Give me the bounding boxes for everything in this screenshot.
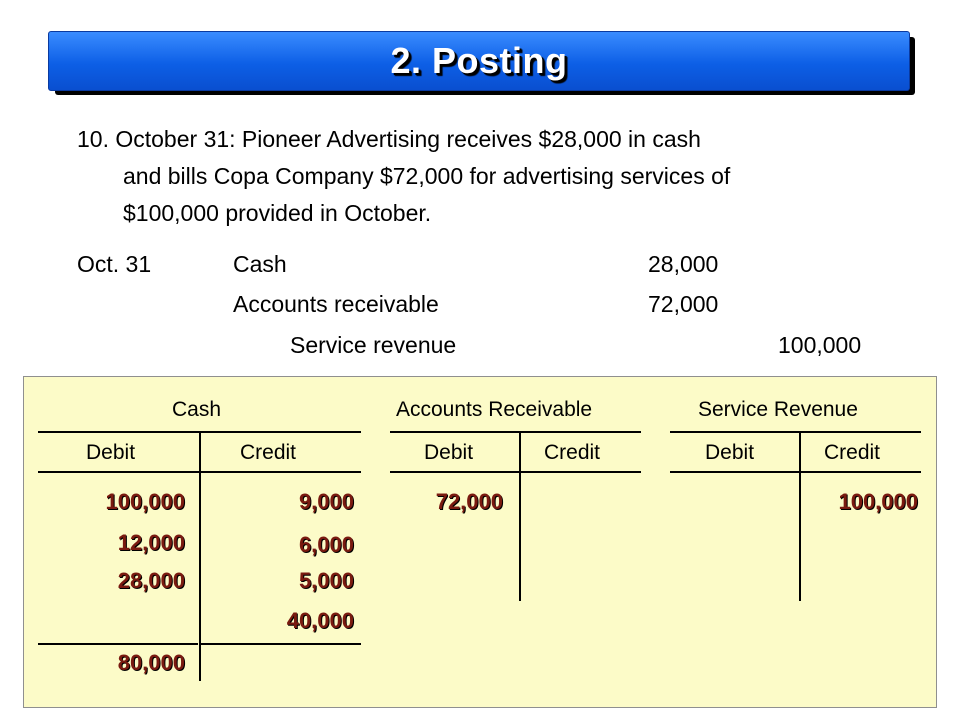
t-account-center-line [799,431,801,601]
journal-account: Cash [233,251,287,277]
t-account-balance-line [38,643,198,645]
cash-credit-amount: 6,000 [298,532,354,557]
credit-header: Credit [824,441,881,464]
credit-header: Credit [544,441,601,464]
slide-title: 2. Posting [390,40,568,81]
sr-credit-amount: 100,000 [838,489,918,514]
journal-date: Oct. 31 [77,251,152,277]
cash-debit-amount: 12,000 [117,530,185,555]
t-account-title: Cash [172,398,222,421]
cash-credit-amount: 9,000 [298,489,354,514]
cash-debit-amount: 100,000 [105,489,185,514]
journal-account: Accounts receivable [233,291,439,317]
journal-account: Service revenue [290,332,457,358]
problem-line-3: $100,000 provided in October. [123,200,432,226]
debit-header: Debit [705,441,755,464]
t-account-title: Accounts Receivable [396,398,593,421]
problem-line-2: and bills Copa Company $72,000 for advertising services of [123,163,731,189]
debit-header: Debit [424,441,474,464]
ar-debit-amount: 72,000 [435,489,503,514]
title-bar [48,31,910,91]
cash-debit-balance: 80,000 [117,650,185,675]
credit-header: Credit [240,441,297,464]
cash-debit-amount: 28,000 [117,568,185,593]
journal-debit: 28,000 [648,251,719,277]
t-account-top-line [390,431,641,433]
problem-statement [77,121,917,232]
problem-line-1: 10. October 31: Pioneer Advertising receives $28,000 in cash [77,126,701,152]
t-account-top-line [670,431,921,433]
journal-debit: 72,000 [648,291,719,317]
debit-header: Debit [86,441,136,464]
t-account-balance-line [200,643,361,645]
cash-credit-amount: 40,000 [286,608,354,633]
t-account-header-line [670,471,921,473]
cash-credit-amount: 5,000 [298,568,354,593]
t-account-center-line [519,431,521,601]
t-account-title: Service Revenue [698,398,858,421]
journal-credit: 100,000 [778,332,862,358]
t-account-header-line [390,471,641,473]
